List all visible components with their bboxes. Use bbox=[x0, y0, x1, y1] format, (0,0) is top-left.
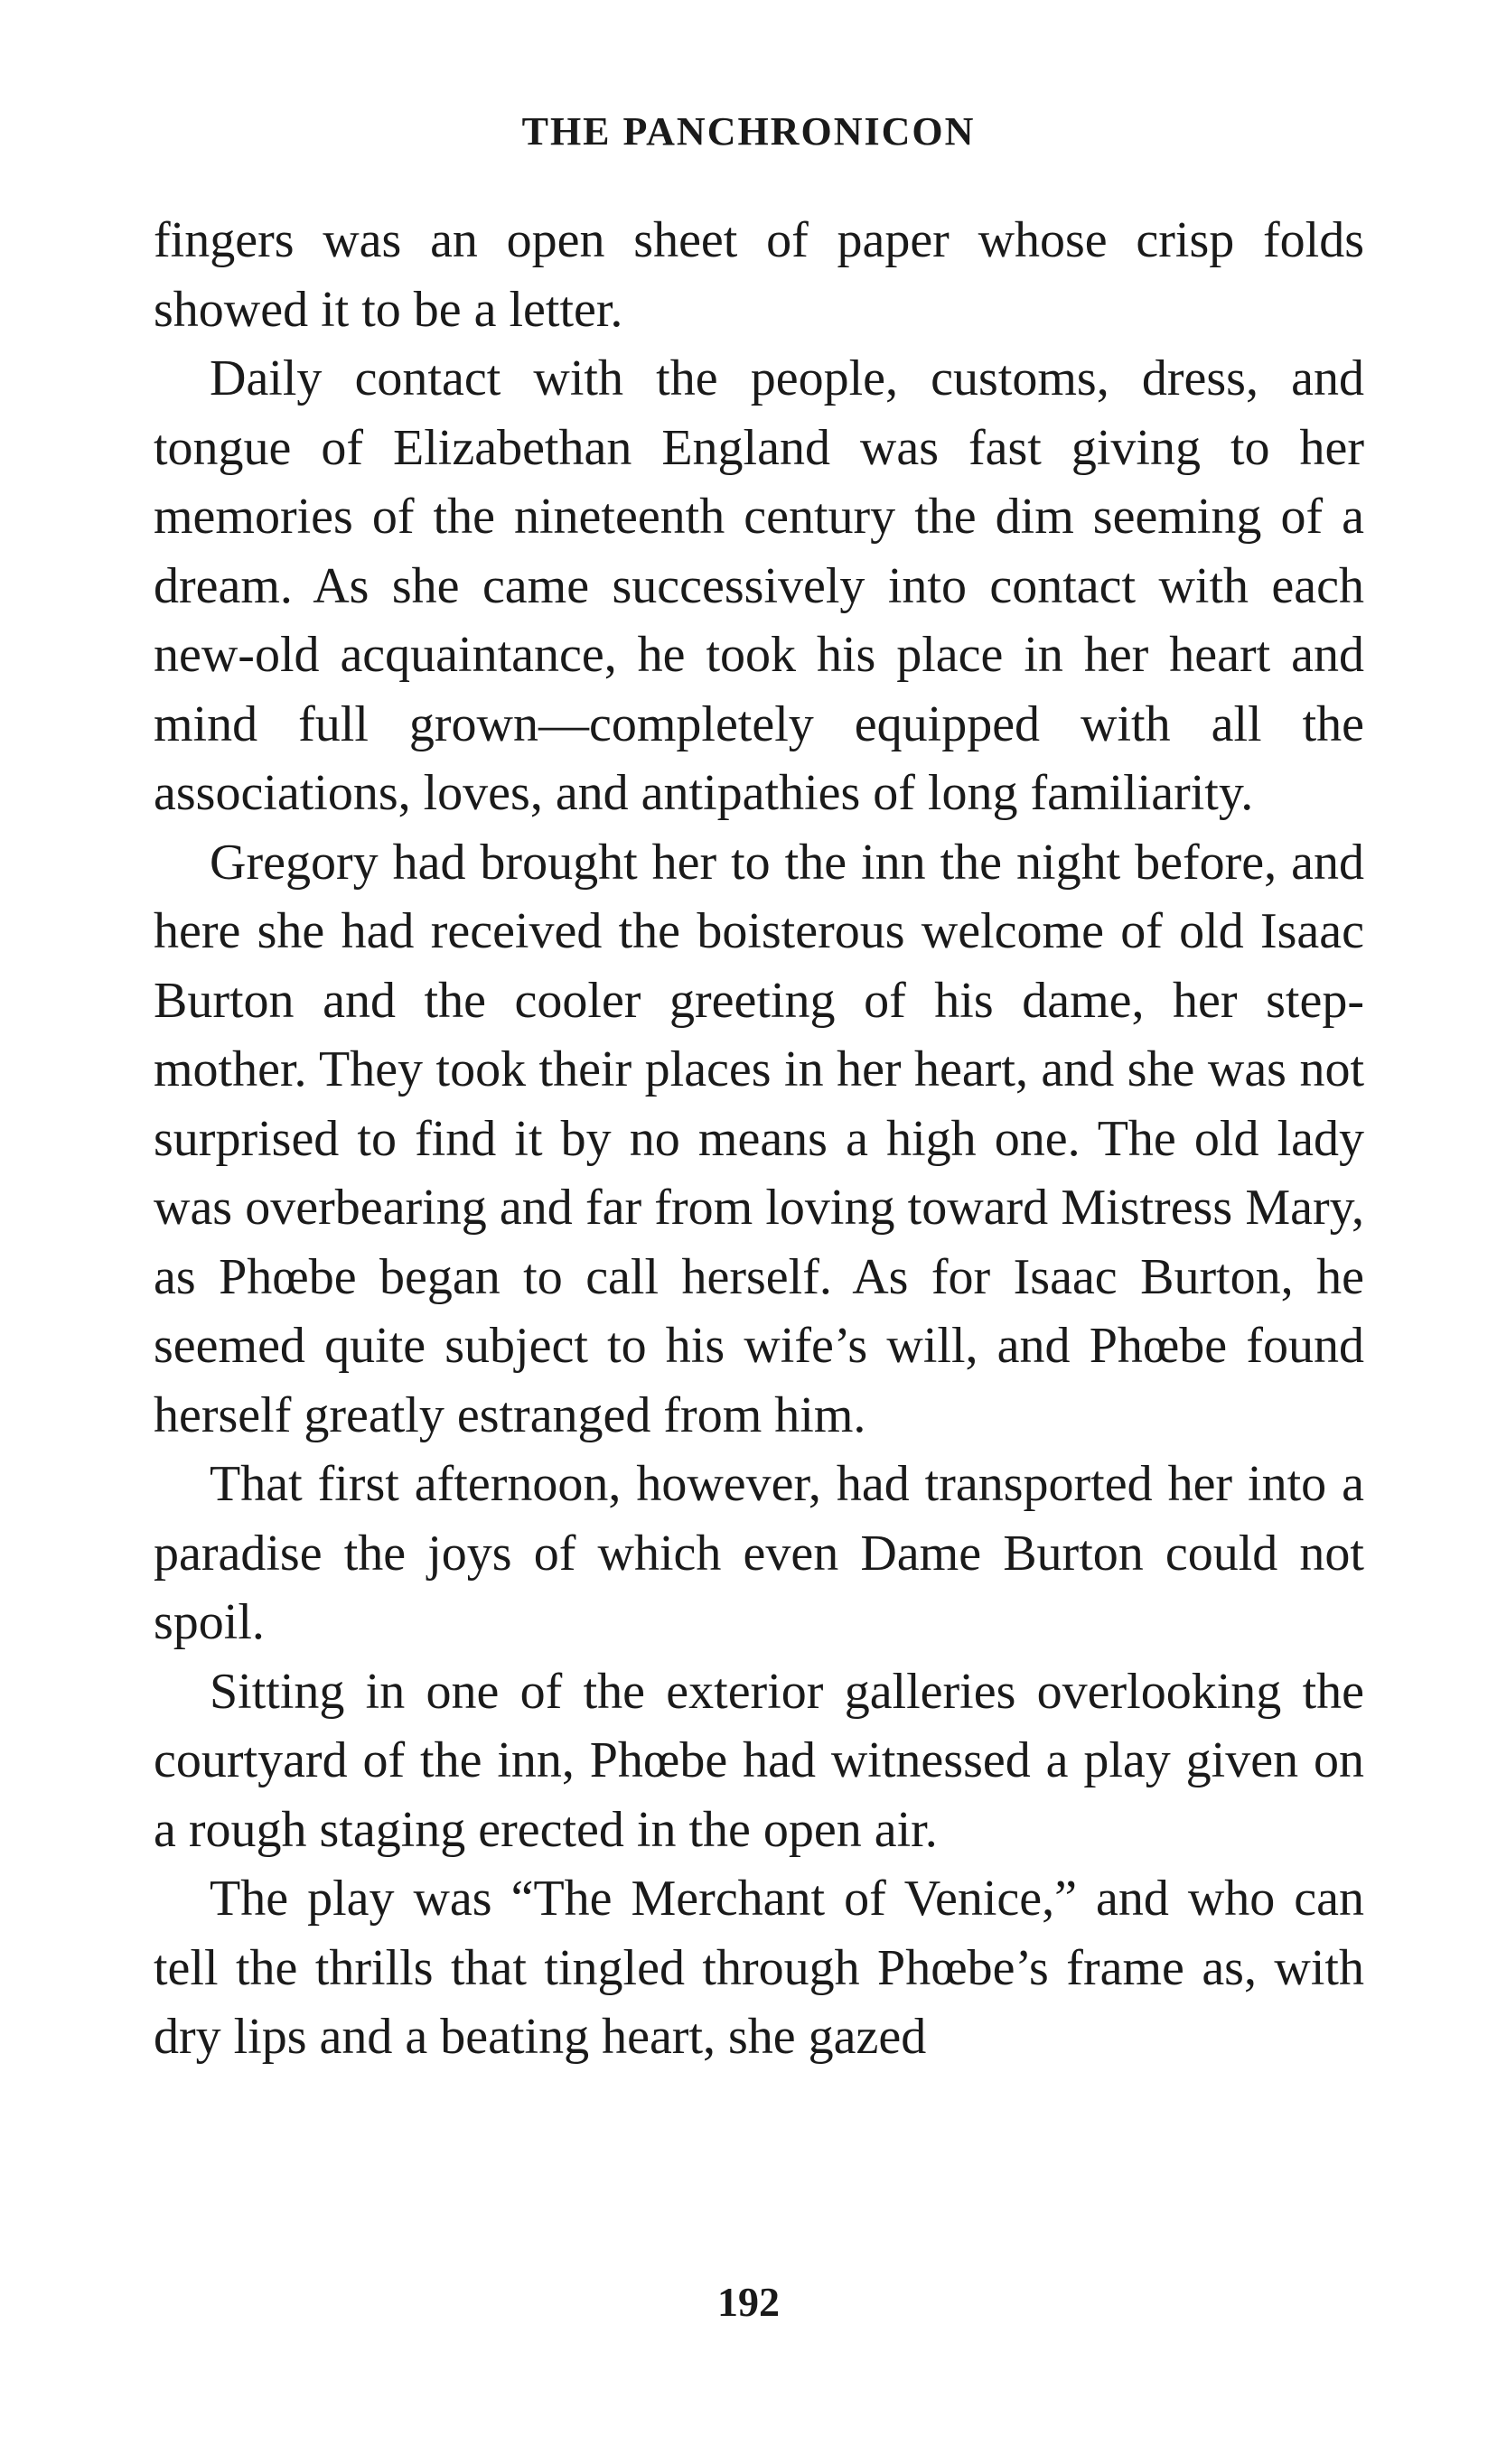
paragraph: Sitting in one of the exterior galleries overlooking the courtyard of the inn, Phœbe had witnessed a play given on a rough staging erected in the open air. bbox=[154, 1663, 1364, 1858]
paragraph: Gregory had brought her to the inn the night before, and here she had received the boisterous welcome of old Isaac Burton and the cooler greeting of his dame, her step-mother. They took their places in her heart, and she was not surprised to find it by no means a high one. The old lady was overbearing and far from loving toward Mistress Mary, as Phœbe began to call herself. As for Isaac Burton, he seemed quite subject to his wife’s will, and Phœbe found herself greatly estranged from him. bbox=[154, 834, 1364, 1443]
running-head: THE PANCHRONICON bbox=[521, 109, 976, 154]
page-number: 192 bbox=[717, 2279, 780, 2325]
body-text bbox=[154, 206, 1364, 2072]
paragraph-continued: fingers was an open sheet of paper whose crisp folds showed it to be a letter. bbox=[154, 212, 1364, 338]
paragraph: Daily contact with the people, customs, dress, and tongue of Elizabethan England was fast giving to her memories of the nineteenth century the dim seeming of a dream. As she came successively into contact with each new-old acquaintance, he took his place in her heart and mind full grown—completely equipped with all the associations, loves, and antipathies of long familiarity. bbox=[154, 350, 1364, 821]
paragraph: The play was “The Merchant of Venice,” and who can tell the thrills that tingled through Phœbe’s frame as, with dry lips and a beating heart, she gazed bbox=[154, 1871, 1364, 2065]
paragraph: That first afternoon, however, had transported her into a paradise the joys of which even Dame Burton could not spoil. bbox=[154, 1456, 1364, 1650]
